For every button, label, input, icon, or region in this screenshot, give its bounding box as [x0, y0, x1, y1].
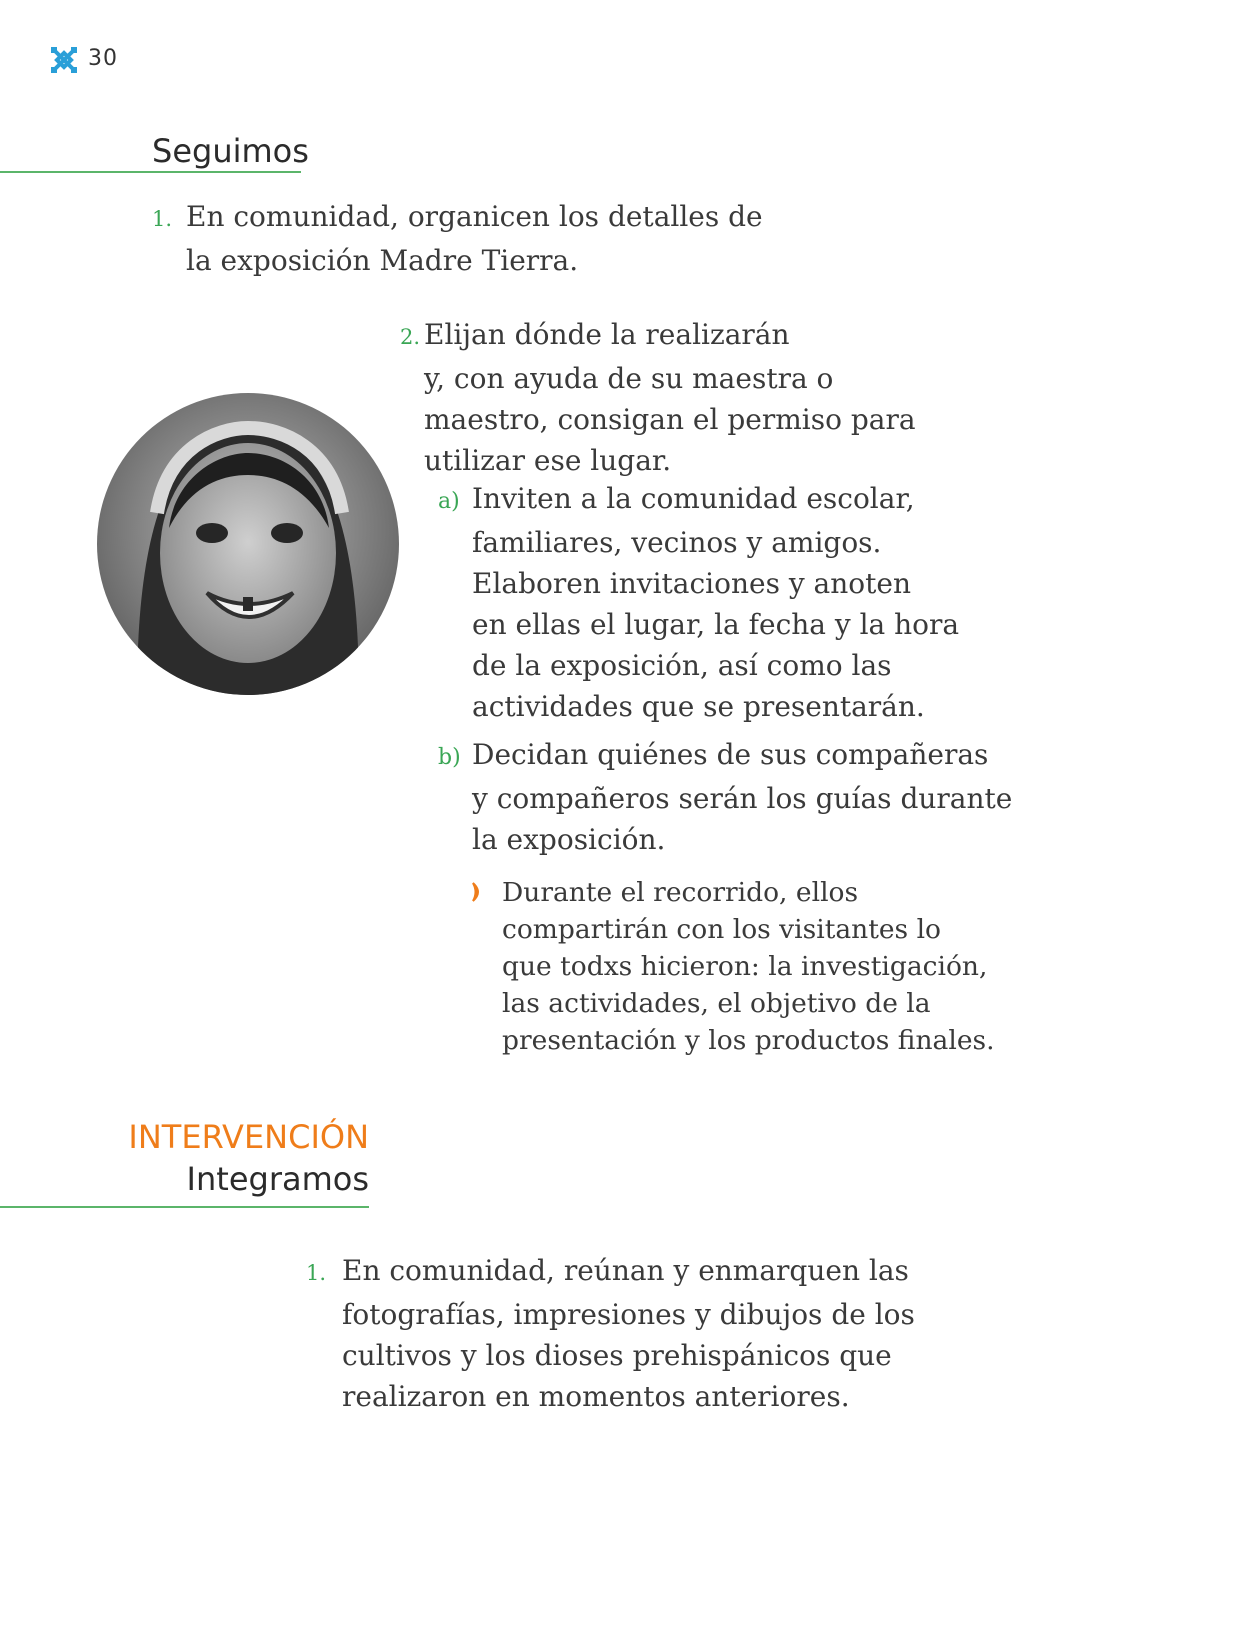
- section-heading-integramos: Integramos: [186, 1160, 369, 1198]
- section-heading-seguimos: Seguimos: [152, 132, 309, 170]
- item-text-line: en ellas el lugar, la fecha y la hora: [472, 608, 960, 641]
- section-kicker-intervencion: INTERVENCIÓN: [128, 1118, 369, 1156]
- item-text-line: utilizar ese lugar.: [424, 444, 672, 477]
- item-text-line: la exposición Madre Tierra.: [186, 244, 579, 277]
- item-text-line: y, con ayuda de su maestra o: [424, 362, 834, 395]
- item-text-line: fotografías, impresiones y dibujos de los: [342, 1298, 915, 1331]
- section-divider: [0, 1206, 369, 1208]
- sub-item-a: [438, 478, 959, 727]
- item-text-line: de la exposición, así como las: [472, 649, 892, 682]
- bullet-text-line: presentación y los productos finales.: [502, 1025, 995, 1056]
- section-divider: [0, 171, 301, 173]
- item-text-line: maestro, consigan el permiso para: [424, 403, 916, 436]
- page-number: 30: [88, 46, 118, 71]
- diamond-knot-icon: [50, 46, 78, 74]
- item-text-line: En comunidad, reúnan y enmarquen las: [342, 1254, 909, 1287]
- item-number: 1.: [306, 1261, 327, 1285]
- bullet-text-line: Durante el recorrido, ellos: [502, 877, 859, 908]
- bullet-text-line: compartirán con los visitantes lo: [502, 914, 941, 945]
- item-text-line: Elijan dónde la realizarán: [424, 318, 790, 351]
- chevron-right-icon: [470, 876, 502, 913]
- sub-item-letter: a): [438, 489, 460, 514]
- item-text-line: cultivos y los dioses prehispánicos que: [342, 1339, 892, 1372]
- girl-portrait-photo: [97, 393, 399, 695]
- item-text-line: actividades que se presentarán.: [472, 690, 925, 723]
- item-text-line: y compañeros serán los guías durante: [472, 782, 1013, 815]
- item-text-line: la exposición.: [472, 823, 666, 856]
- item-text-line: Decidan quiénes de sus compañeras: [472, 738, 989, 771]
- item-text-line: Inviten a la comunidad escolar,: [472, 482, 915, 515]
- bullet-text-line: las actividades, el objetivo de la: [502, 988, 931, 1019]
- item-text-line: familiares, vecinos y amigos.: [472, 526, 882, 559]
- sub-item-letter: b): [438, 745, 461, 770]
- item-number: 2.: [400, 325, 421, 349]
- list-item-1: [152, 196, 763, 281]
- item-text-line: En comunidad, organicen los detalles de: [186, 200, 763, 233]
- sub-item-b: [438, 734, 1012, 860]
- bullet-item: [470, 874, 995, 1059]
- list-item-integramos-1: [306, 1250, 915, 1417]
- item-text-line: realizaron en momentos anteriores.: [342, 1380, 850, 1413]
- list-item-2: [400, 314, 916, 481]
- bullet-text-line: que todxs hicieron: la investigación,: [502, 951, 988, 982]
- item-text-line: Elaboren invitaciones y anoten: [472, 567, 911, 600]
- item-number: 1.: [152, 207, 173, 231]
